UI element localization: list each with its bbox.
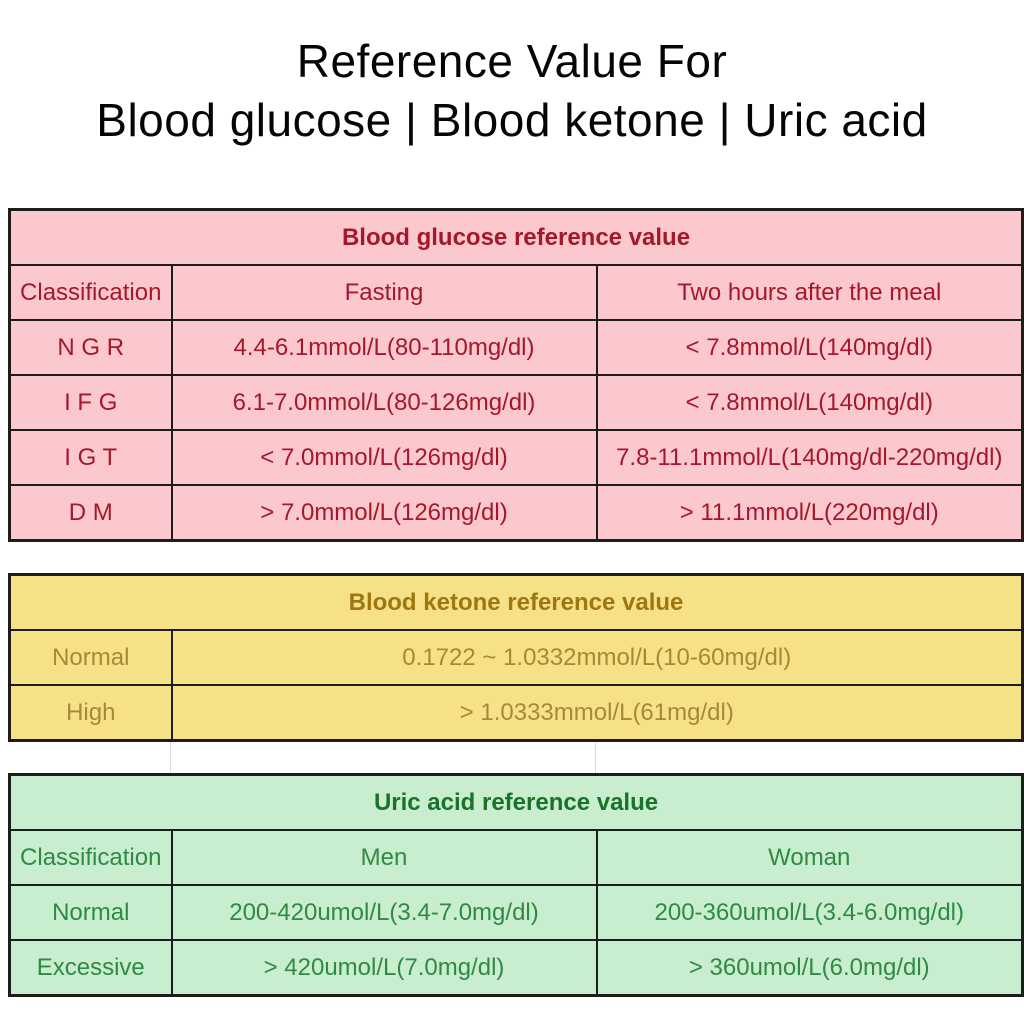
column-header-two-hours: Two hours after the meal [597, 265, 1023, 320]
column-header-classification: Classification [10, 830, 172, 885]
table-row [10, 430, 1023, 485]
classification-cell: Excessive [10, 940, 172, 996]
page-title-line-2: Blood glucose | Blood ketone | Uric acid [96, 94, 928, 146]
table-gap [8, 542, 1021, 573]
uric-acid-table-title: Uric acid reference value [10, 775, 1023, 831]
column-header-fasting: Fasting [172, 265, 597, 320]
table-row [10, 485, 1023, 541]
column-header-row [10, 265, 1023, 320]
value-cell: > 1.0333mmol/L(61mg/dl) [172, 685, 1023, 741]
value-cell: < 7.8mmol/L(140mg/dl) [597, 320, 1023, 375]
column-header-woman: Woman [597, 830, 1023, 885]
value-cell: > 360umol/L(6.0mg/dl) [597, 940, 1023, 996]
table-row [10, 940, 1023, 996]
value-cell: > 11.1mmol/L(220mg/dl) [597, 485, 1023, 541]
table-row [10, 375, 1023, 430]
classification-cell: I F G [10, 375, 172, 430]
blood-ketone-table [8, 573, 1024, 742]
uric-acid-table [8, 773, 1024, 997]
value-cell: 6.1-7.0mmol/L(80-126mg/dl) [172, 375, 597, 430]
value-cell: 200-360umol/L(3.4-6.0mg/dl) [597, 885, 1023, 940]
page-title-line-1: Reference Value For [296, 35, 728, 87]
column-header-row [10, 830, 1023, 885]
table-title-row [10, 210, 1023, 266]
blood-ketone-table-title: Blood ketone reference value [10, 575, 1023, 631]
table-title-row [10, 575, 1023, 631]
value-cell: > 7.0mmol/L(126mg/dl) [172, 485, 597, 541]
table-title-row [10, 775, 1023, 831]
table-row [10, 630, 1023, 685]
value-cell: 4.4-6.1mmol/L(80-110mg/dl) [172, 320, 597, 375]
value-cell: > 420umol/L(7.0mg/dl) [172, 940, 597, 996]
gridline-divider [595, 742, 596, 773]
classification-cell: High [10, 685, 172, 741]
value-cell: 200-420umol/L(3.4-7.0mg/dl) [172, 885, 597, 940]
classification-cell: I G T [10, 430, 172, 485]
blood-glucose-table [8, 208, 1024, 542]
column-header-classification: Classification [10, 265, 172, 320]
table-row [10, 685, 1023, 741]
column-header-men: Men [172, 830, 597, 885]
page-title [0, 0, 1024, 208]
value-cell: 7.8-11.1mmol/L(140mg/dl-220mg/dl) [597, 430, 1023, 485]
gridline-divider [170, 742, 171, 773]
value-cell: < 7.8mmol/L(140mg/dl) [597, 375, 1023, 430]
classification-cell: Normal [10, 630, 172, 685]
table-gap [8, 742, 1021, 773]
table-row [10, 885, 1023, 940]
value-cell: < 7.0mmol/L(126mg/dl) [172, 430, 597, 485]
table-row [10, 320, 1023, 375]
blood-glucose-table-title: Blood glucose reference value [10, 210, 1023, 266]
classification-cell: Normal [10, 885, 172, 940]
classification-cell: N G R [10, 320, 172, 375]
value-cell: 0.1722 ~ 1.0332mmol/L(10-60mg/dl) [172, 630, 1023, 685]
classification-cell: D M [10, 485, 172, 541]
